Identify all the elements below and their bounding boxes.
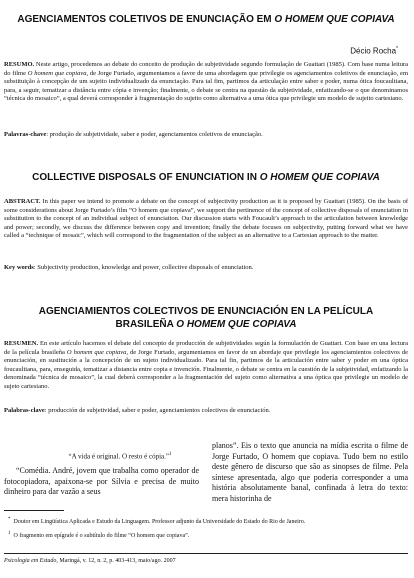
author-footnote-mark: * [396, 46, 398, 52]
author-name: Décio Rocha [350, 46, 397, 56]
footer-rule [4, 553, 408, 554]
title-portuguese-film: O HOMEM QUE COPIAVA [274, 14, 395, 25]
footnote-separator [4, 510, 64, 511]
keywords-english-text: : Subjectivity production, knowledge and power, collective disposals of enunciation. [33, 264, 254, 271]
footnote-2-mark: 1 [8, 531, 11, 536]
epigraph-footnote-mark: 1 [169, 452, 172, 457]
keywords-portuguese [4, 131, 408, 140]
abstract-portuguese-label: RESUMO. [4, 61, 35, 68]
abstract-english [4, 198, 408, 241]
keywords-portuguese-label: Palavras-chave [4, 131, 47, 138]
footer-journal-details: , Maringá, v. 12, n. 2, p. 403-413, maio/ago. 2007 [56, 558, 176, 564]
title-portuguese-prefix: AGENCIAMENTOS COLETIVOS DE ENUNCIAÇÃO EM [17, 14, 275, 25]
keywords-spanish-text: : producción de subjetividad, saber e poder, agenciamientos colectivos de enunciación. [44, 407, 271, 414]
footnote-2 [4, 528, 408, 542]
footnote-1 [4, 514, 408, 528]
abstract-portuguese [4, 61, 408, 104]
keywords-english [4, 264, 408, 273]
keywords-portuguese-text: : produção de subjetividade, saber e poder, agenciamentos coletivos de enunciação. [46, 131, 263, 138]
abstract-spanish-text-2: , de Jorge Furtado, argumentamos en favor de un abordaje que privilegie los agenciamientos colectivos de enunciación, en sustitución a la concepción de un sujeto individualizado. Para tal fin, partimos de la articulación entre saber y poder en una óptica foucaultiana, para, enseguida, tematizar a distancia entre copia e invención. Finalmente, o debate se centra en la cuestión de la subjetividad, enfatizando la denominada “técnica de mosaico”, la cual deberá corresponder a la fragmentación del sujeto como alternativa a una óptica que privilegie un modelo de sujeto cartesiano. [4, 348, 408, 390]
abstract-portuguese-text-2: , de Jorge Furtado, argumentamos a favor de uma abordagem que privilegie os agenciamentos coletivos de enunciação, em substituição à concepção de um sujeito individualizado da enunciação. Para tal fim, partimos da articulação entre saber e poder, numa ótica foucaultiana, para, a seguir, tematizar a distância entre cópia e invenção; finalmente, o debate se centra na questão da subjetividade, enfatizando-se o que denominamos “técnica do mosaico”, a qual deverá corresponder à fragmentação do sujeito como alternativa a uma ótica que privilegie um modelo de sujeito cartesiano. [4, 69, 408, 102]
title-spanish-prefix: BRASILEÑA [115, 319, 177, 330]
abstract-spanish-film: O homem que copiava [66, 348, 127, 356]
abstract-portuguese-film: O homem que copiava [27, 69, 87, 77]
title-spanish-film: O HOMEM QUE COPIAVA [176, 319, 297, 330]
title-spanish-line-2 [4, 318, 408, 331]
title-english [4, 172, 408, 184]
body-right-paragraph: planos”. Eis o texto que anuncia na mídia escrita o filme de Jorge Furtado, O homem que copiava. Tudo bem no estilo deste gênero de discurso que são as sinopses de filme. Pela síntese apresentada, algo que poderia corresponder a uma história absolutamente banal, confinada à letra do texto: mera historinha de [212, 441, 408, 503]
title-portuguese [4, 14, 408, 26]
body-left-paragraph: “Comédia. André, jovem que trabalha como operador de fotocopiadora, apaixona-se por Sílvia e precisa de muito dinheiro para dar vazão a seus [4, 466, 199, 496]
title-english-prefix: COLLECTIVE DISPOSALS OF ENUNCIATION IN [32, 172, 260, 183]
page-footer [4, 557, 408, 565]
keywords-english-label: Key words [4, 264, 34, 271]
footnote-2-text: O fragmento em epígrafe é o subtítulo do filme “O homem que copiava”. [13, 533, 190, 539]
epigraph [40, 450, 200, 461]
author-line [350, 44, 398, 57]
abstract-english-label: ABSTRACT. [4, 198, 41, 205]
footnote-1-mark: * [8, 517, 11, 522]
footnotes [4, 514, 408, 542]
title-spanish [4, 305, 408, 331]
epigraph-text: “A vida é original. O resto é cópia.” [68, 452, 169, 461]
body-right-column [212, 441, 408, 504]
title-english-film: O HOMEM QUE COPIAVA [259, 172, 380, 183]
abstract-english-text: In this paper we intend to promote a debate on the concept of subjectivity production as it is proposed by Guattari (1985). On the basis of some considerations about Jorge Furtado’s film “O homem que copiava”, we support the pertinence of the concept of collective disposals of enunciation in substitution to the concept of an individual subject of enunciation. Our discussion starts with Foucault’s approach to the articulation between knowledge and power; secondly, we discuss the difference between copy and invention; finally the debate focuses on subjectivity, putting forward what we have called a “technique of mosaic”, which will correspond to the fragmentation of the subject as an alternative to a Cartesian approach to the matter. [4, 198, 408, 239]
abstract-spanish [4, 340, 408, 391]
keywords-spanish [4, 407, 408, 416]
abstract-spanish-label: RESUMEN. [4, 340, 39, 347]
body-left-column [4, 466, 199, 498]
keywords-spanish-label: Palabras-clave [4, 407, 45, 414]
abstract-portuguese-text-1: Neste artigo, procedemos ao debate do conceito de produção de subjetividade segundo formulação de Guattari (1985). Com base numa leitura do filme [4, 61, 408, 77]
footnote-1-text: Doutor em Lingüística Aplicada e Estudo da Linguagem. Professor adjunto da Universidade do Estado do Rio de Janeiro. [13, 519, 306, 525]
footer-journal-name: Psicologia em Estudo [4, 558, 57, 564]
title-spanish-line-1: AGENCIAMIENTOS COLECTIVOS DE ENUNCIACIÓN EN LA PELÍCULA [38, 306, 374, 317]
abstract-spanish-text-1: En este artículo hacemos el debate del concepto de producción de subjetividades según la formulación de Guattari. Con base en una lectura de la película brasileña [4, 340, 408, 356]
